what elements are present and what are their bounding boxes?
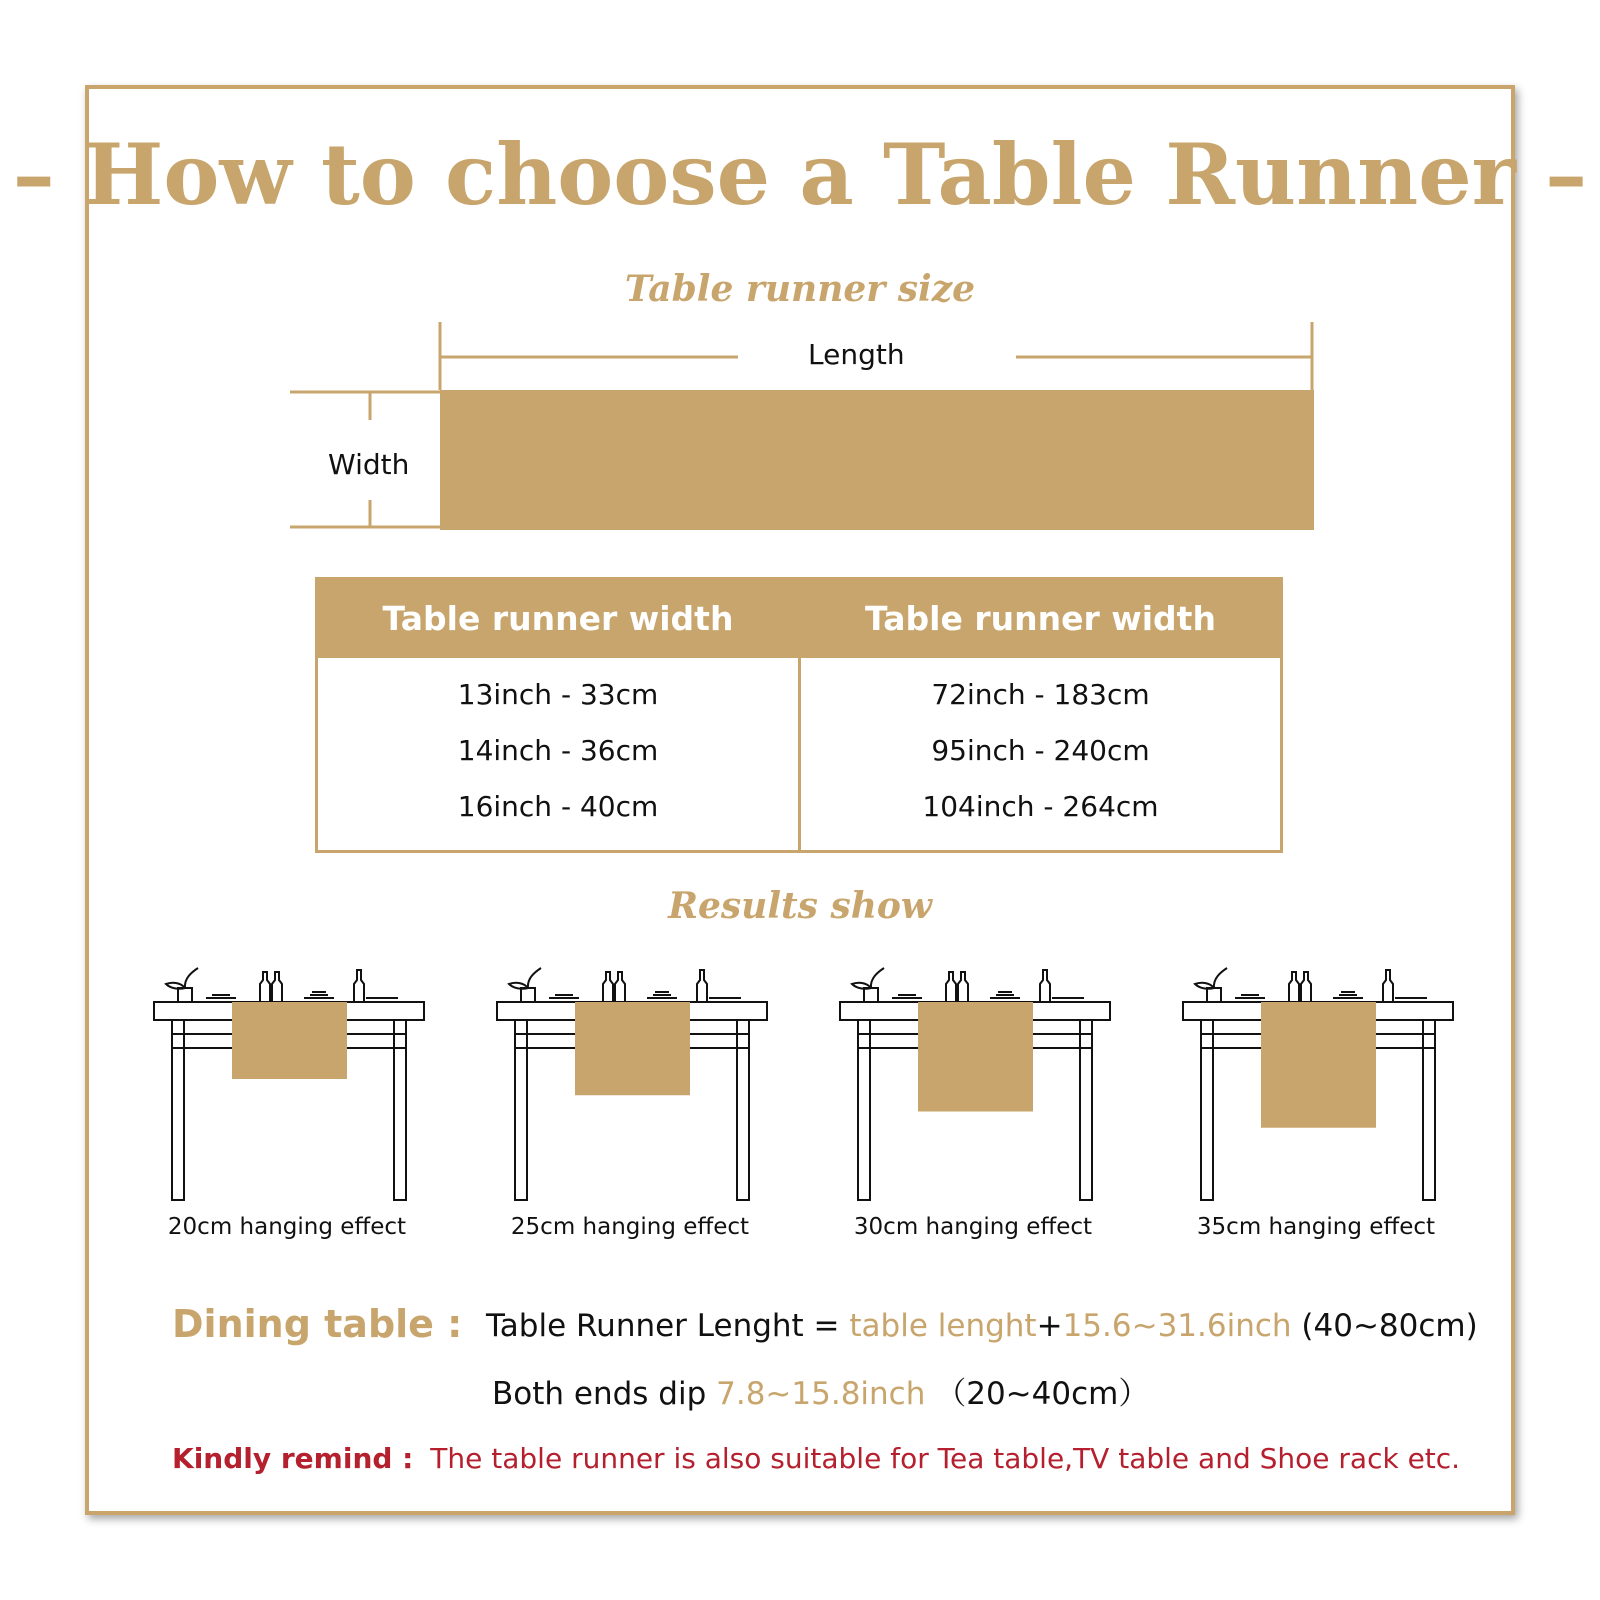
bottle-icon — [697, 970, 707, 1002]
runner-hanging — [1261, 1002, 1376, 1128]
table-illustration-35 — [1183, 968, 1453, 1200]
size-table-cell: 13inch - 33cm — [457, 678, 659, 711]
dip-cm: （20~40cm） — [935, 1376, 1150, 1412]
formula-plus: + — [1036, 1308, 1063, 1344]
bottle-icon — [1383, 970, 1393, 1002]
dining-table-label: Dining table : — [172, 1302, 463, 1346]
size-table — [315, 577, 1283, 853]
plate-icon — [892, 995, 922, 1002]
formula-extra-inch: 15.6~31.6inch — [1062, 1308, 1292, 1344]
runner-rectangle — [440, 390, 1314, 530]
size-section-heading: Table runner size — [624, 268, 976, 310]
plate-icon — [990, 992, 1020, 1002]
formula-extra-cm: (40~80cm) — [1301, 1308, 1478, 1344]
table-illustration-20 — [154, 968, 424, 1200]
dining-formula-line2 — [492, 1368, 1149, 1413]
table-illustration-25 — [497, 968, 767, 1200]
formula-table-length: table lenght — [849, 1308, 1037, 1344]
kindly-remind — [172, 1442, 1460, 1475]
plant-icon — [852, 968, 884, 989]
plate-icon — [647, 992, 677, 1002]
plate-icon — [304, 992, 334, 1002]
size-table-cell: 16inch - 40cm — [457, 790, 659, 823]
plate-icon — [1333, 992, 1363, 1002]
bottle-icon — [958, 972, 968, 1002]
plant-pot-icon — [178, 988, 192, 1002]
size-table-cell: 95inch - 240cm — [931, 734, 1150, 767]
dip-prefix: Both ends dip — [492, 1376, 707, 1412]
plate-icon — [1235, 995, 1265, 1002]
plant-icon — [509, 968, 541, 989]
remind-text: The table runner is also suitable for Tea table,TV table and Shoe rack etc. — [430, 1442, 1461, 1475]
bottle-icon — [272, 972, 282, 1002]
hanging-effect-illustrations — [0, 950, 1600, 1210]
bottle-icon — [615, 972, 625, 1002]
plant-pot-icon — [521, 988, 535, 1002]
plant-icon — [166, 968, 198, 989]
runner-size-diagram — [0, 0, 1600, 560]
hanging-caption-35: 35cm hanging effect — [1196, 1214, 1436, 1240]
runner-hanging — [575, 1002, 690, 1095]
plate-icon — [206, 995, 236, 1002]
size-table-header-col1: Table runner width — [382, 599, 734, 638]
plate-icon — [549, 995, 579, 1002]
dip-inch: 7.8~15.8inch — [716, 1376, 926, 1412]
hanging-caption-30: 30cm hanging effect — [853, 1214, 1093, 1240]
width-label: Width — [328, 448, 410, 481]
plant-pot-icon — [864, 988, 878, 1002]
plant-icon — [1195, 968, 1227, 989]
bottle-icon — [354, 970, 364, 1002]
bottle-icon — [946, 972, 956, 1002]
remind-label: Kindly remind : — [172, 1442, 414, 1475]
runner-hanging — [918, 1002, 1033, 1112]
size-table-cell: 104inch - 264cm — [922, 790, 1159, 823]
table-illustration-30 — [840, 968, 1110, 1200]
size-table-header — [318, 580, 1280, 658]
runner-hanging — [232, 1002, 347, 1079]
hanging-caption-25: 25cm hanging effect — [510, 1214, 750, 1240]
dining-formula-line1 — [486, 1308, 1478, 1344]
bottle-icon — [1040, 970, 1050, 1002]
bottle-icon — [603, 972, 613, 1002]
bottle-icon — [260, 972, 270, 1002]
hanging-caption-20: 20cm hanging effect — [167, 1214, 407, 1240]
size-table-cell: 14inch - 36cm — [457, 734, 659, 767]
results-section-heading: Results show — [668, 885, 932, 927]
size-table-header-col2: Table runner width — [865, 599, 1216, 638]
formula-prefix: Table Runner Lenght = — [486, 1308, 840, 1344]
size-table-cell: 72inch - 183cm — [931, 678, 1150, 711]
bottle-icon — [1289, 972, 1299, 1002]
bottle-icon — [1301, 972, 1311, 1002]
length-label: Length — [808, 338, 905, 371]
page-title: – How to choose a Table Runner – — [12, 125, 1588, 224]
plant-pot-icon — [1207, 988, 1221, 1002]
